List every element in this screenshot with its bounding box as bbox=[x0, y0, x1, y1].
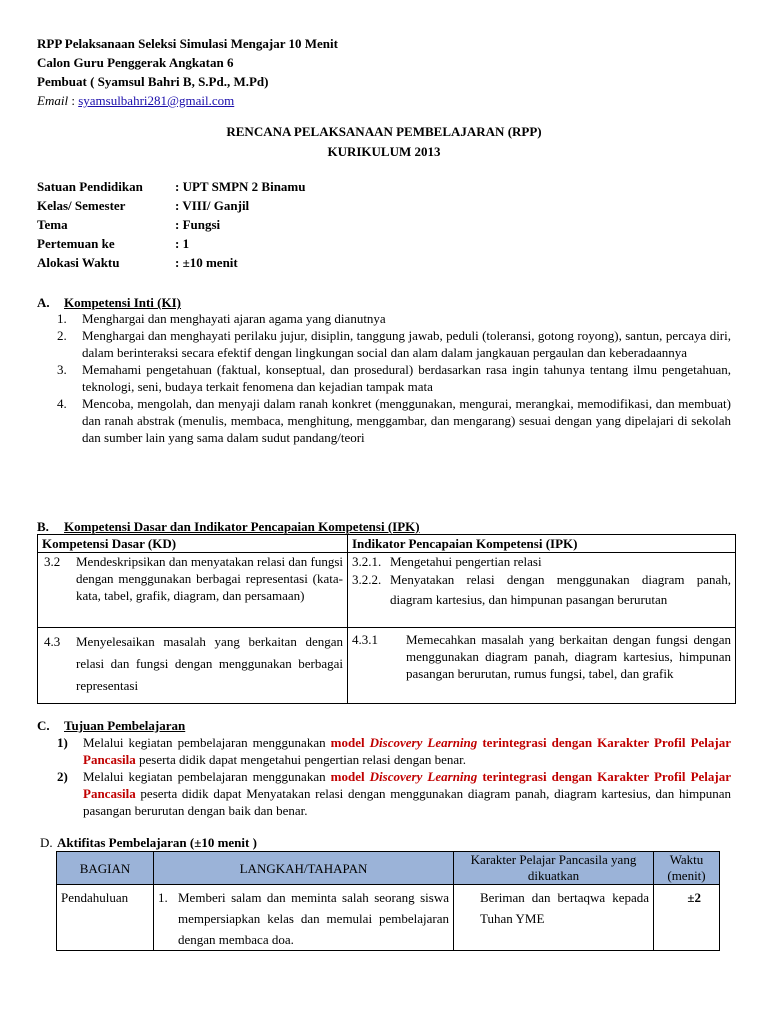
objective-integration: terintegrasi dengan Karakter Profil Pelajar Pancasila bbox=[83, 735, 731, 767]
identity-value: : 1 bbox=[175, 236, 190, 251]
objective-intro: Melalui kegiatan pembelajaran menggunakan bbox=[83, 735, 331, 750]
title-line-1: RENCANA PELAKSANAAN PEMBELAJARAN (RPP) bbox=[226, 124, 542, 139]
section-a-heading bbox=[37, 294, 181, 311]
kd-cell bbox=[38, 553, 348, 628]
ipk-number: 3.2.1. bbox=[352, 554, 382, 569]
kd-text: Mendeskripsikan dan menyatakan relasi dan fungsi dengan menggunakan berbagai representasi (kata-kata, tabel, grafik, diagram, dan persamaan) bbox=[76, 554, 343, 603]
waktu-column-header: Waktu (menit) bbox=[654, 852, 720, 885]
ki-list bbox=[57, 310, 731, 446]
ipk-text: Mengetahui pengertian relasi bbox=[390, 554, 542, 569]
identity-row bbox=[37, 254, 306, 273]
section-d-heading bbox=[40, 834, 257, 851]
ipk-entry bbox=[352, 570, 731, 610]
section-a-title: Kompetensi Inti (KI) bbox=[64, 295, 181, 310]
objective-text bbox=[57, 768, 731, 819]
identity-value: : UPT SMPN 2 Binamu bbox=[175, 179, 306, 194]
objective-item bbox=[57, 734, 731, 768]
waktu-cell: ±2 bbox=[654, 885, 720, 951]
objective-method: Discovery Learning bbox=[369, 769, 478, 784]
email-separator: : bbox=[68, 93, 79, 108]
activity-step bbox=[158, 887, 449, 950]
activity-row bbox=[57, 885, 720, 951]
ipk-cell bbox=[348, 553, 736, 628]
bagian-cell: Pendahuluan bbox=[57, 885, 154, 951]
step-number: 1. bbox=[158, 890, 168, 905]
identity-row bbox=[37, 216, 306, 235]
identity-label: Pertemuan ke bbox=[37, 236, 115, 251]
step-text: Memberi salam dan meminta salah seorang siswa mempersiapkan kelas dan memulai pembelajaran dengan membaca doa. bbox=[178, 890, 449, 947]
kd-number: 3.2 bbox=[44, 554, 61, 569]
ki-number: 1. bbox=[57, 311, 67, 326]
section-c-title: Tujuan Pembelajaran bbox=[64, 718, 186, 733]
ki-number: 4. bbox=[57, 396, 67, 411]
section-c-heading bbox=[37, 717, 185, 734]
identity-label: Alokasi Waktu bbox=[37, 255, 120, 270]
ki-item bbox=[57, 361, 731, 395]
kd-table-row bbox=[38, 553, 736, 628]
ipk-number: 4.3.1 bbox=[352, 632, 378, 647]
karakter-column-header: Karakter Pelajar Pancasila yang dikuatkan bbox=[454, 852, 654, 885]
section-b-heading bbox=[37, 518, 420, 535]
ki-text: Menghargai dan menghayati perilaku jujur, disiplin, tanggung jawab, peduli (toleransi, gotong royong), santun, percaya diri, dalam berinteraksi secara efektif dengan lingkungan social dan alam dalam jangkauan pergaulan dan keberadaannya bbox=[82, 328, 731, 360]
identity-value: : ±10 menit bbox=[175, 255, 238, 270]
section-b-letter: B. bbox=[37, 519, 49, 534]
ki-item bbox=[57, 395, 731, 446]
ipk-column-header: Indikator Pencapaian Kompetensi (IPK) bbox=[348, 535, 736, 553]
email-label: Email bbox=[37, 93, 69, 108]
identity-value: : Fungsi bbox=[175, 217, 221, 232]
objective-integration: terintegrasi dengan Karakter Profil Pelajar Pancasila bbox=[83, 769, 731, 801]
document-title bbox=[0, 123, 768, 163]
ipk-text: Memecahkan masalah yang berkaitan dengan fungsi dengan menggunakan diagram panah, diagram kartesius, himpunan pasangan berurutan, rumus fungsi, tabel, dan grafik bbox=[406, 632, 731, 681]
header-line-2: Calon Guru Penggerak Angkatan 6 bbox=[37, 55, 234, 70]
identity-value: : VIII/ Ganjil bbox=[175, 198, 250, 213]
identity-label: Satuan Pendidikan bbox=[37, 179, 143, 194]
objective-intro: Melalui kegiatan pembelajaran menggunakan bbox=[83, 769, 331, 784]
identity-block bbox=[37, 178, 306, 273]
identity-label: Kelas/ Semester bbox=[37, 198, 126, 213]
objective-outcome: peserta didik dapat Menyatakan relasi dengan menggunakan diagram panah, diagram kartesius, dan himpunan pasangan berurutan dengan baik dan benar. bbox=[83, 786, 731, 818]
kd-entry bbox=[42, 631, 343, 697]
langkah-column-header: LANGKAH/TAHAPAN bbox=[154, 852, 454, 885]
email-line bbox=[37, 92, 338, 111]
header-line-1: RPP Pelaksanaan Seleksi Simulasi Mengajar 10 Menit bbox=[37, 36, 338, 51]
header-line-3: Pembuat ( Syamsul Bahri B, S.Pd., M.Pd) bbox=[37, 74, 269, 89]
objective-model: model bbox=[330, 735, 370, 750]
ki-item bbox=[57, 310, 731, 327]
identity-row bbox=[37, 235, 306, 254]
ki-number: 3. bbox=[57, 362, 67, 377]
kd-table-row bbox=[38, 628, 736, 704]
title-line-2: KURIKULUM 2013 bbox=[327, 144, 441, 159]
section-d-letter: D. bbox=[40, 835, 53, 850]
ki-text: Menghargai dan menghayati ajaran agama yang dianutnya bbox=[82, 311, 386, 326]
identity-row bbox=[37, 178, 306, 197]
email-link[interactable]: syamsulbahri281@gmail.com bbox=[78, 93, 235, 108]
kd-ipk-table bbox=[37, 534, 736, 704]
bagian-column-header: BAGIAN bbox=[57, 852, 154, 885]
kd-column-header: Kompetensi Dasar (KD) bbox=[38, 535, 348, 553]
section-c-letter: C. bbox=[37, 718, 50, 733]
ipk-entry bbox=[352, 553, 731, 570]
karakter-cell: Beriman dan bertaqwa kepada Tuhan YME bbox=[454, 885, 654, 951]
objective-number: 2) bbox=[57, 769, 68, 784]
document-header bbox=[37, 35, 338, 111]
langkah-cell bbox=[154, 885, 454, 951]
kd-table-header-row bbox=[38, 535, 736, 553]
ki-item bbox=[57, 327, 731, 361]
ki-number: 2. bbox=[57, 328, 67, 343]
kd-entry bbox=[42, 553, 343, 604]
objective-outcome: peserta didik dapat mengetahui pengertian relasi dengan benar. bbox=[135, 752, 467, 767]
kd-text: Menyelesaikan masalah yang berkaitan dengan relasi dan fungsi dengan menggunakan berbagai representasi bbox=[76, 634, 343, 693]
ki-text: Mencoba, mengolah, dan menyaji dalam ranah konkret (menggunakan, mengurai, merangkai, memodifikasi, dan membuat) dan ranah abstrak (menulis, membaca, menghitung, menggambar, dan mengarang) sesuai dengan yang dipelajari di sekolah dan sumber lain yang sama dalam sudut pandang/teori bbox=[82, 396, 731, 445]
ipk-number: 3.2.2. bbox=[352, 572, 382, 587]
activity-table bbox=[56, 851, 720, 951]
objective-model: model bbox=[330, 769, 370, 784]
section-d-title: Aktifitas Pembelajaran (±10 menit ) bbox=[57, 835, 257, 850]
ipk-entry bbox=[352, 631, 731, 682]
objective-number: 1) bbox=[57, 735, 68, 750]
ki-text: Memahami pengetahuan (faktual, konseptual, dan prosedural) berdasarkan rasa ingin tahunya tentang ilmu pengetahuan, teknologi, seni, budaya terkait fenomena dan kejadian tampak mata bbox=[82, 362, 731, 394]
identity-label: Tema bbox=[37, 217, 68, 232]
section-b-title: Kompetensi Dasar dan Indikator Pencapaian Kompetensi (IPK) bbox=[64, 519, 420, 534]
section-a-letter: A. bbox=[37, 295, 50, 310]
ipk-cell bbox=[348, 628, 736, 704]
activity-header-row bbox=[57, 852, 720, 885]
kd-cell bbox=[38, 628, 348, 704]
objective-item bbox=[57, 768, 731, 819]
ipk-text: Menyatakan relasi dengan menggunakan diagram panah, diagram kartesius, dan himpunan pasangan berurutan bbox=[390, 572, 731, 607]
objective-text bbox=[57, 734, 731, 768]
objective-method: Discovery Learning bbox=[369, 735, 478, 750]
identity-row bbox=[37, 197, 306, 216]
kd-number: 4.3 bbox=[44, 634, 61, 649]
